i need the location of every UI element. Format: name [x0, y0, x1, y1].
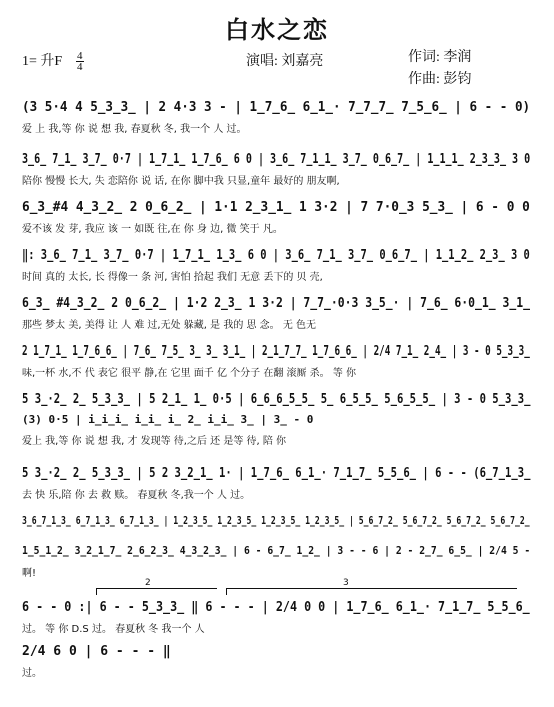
notation: 6 - - 0 :| 6 - - 5̲3̲3̲ ‖ 6 - - - | 2/4 0 0 | 1̲7̲6̲ 6̲1̲· 7̲1̲7̲ 5̲5̲6̲ — [22, 600, 530, 615]
lyric-line: 过。 等 你 D.S 过。 春夏秋 冬 我一个 人 — [22, 624, 205, 635]
notation: 2/4 6 0 | 6 - - - ‖ — [22, 644, 171, 659]
notation: 3̲6̲ 7̲1̲ 3̲7̲ 0·7 | 1̲7̲1̲ 1̲7̲6̲ 6 0 | 3̲6̲ 7̲1̲1̲ 3̲7̲ 0̲6̲7̲ | 1̲1̲1̲ 2̲3̲3̲ 3 0 — [22, 152, 531, 167]
notation: 2 1̲7̲1̲ 1̲7̲6̲6̲ | 7̲6̲ 7̲5̲ 3̲ 3̲ 3̲1̲ | 2̲1̲7̲7̲ 1̲7̲6̲6̲ | 2/4 7̲1̲ 2̲4̲ | 3 - 0 5̲3̲3̲ — [22, 344, 530, 359]
notation: (3 5·4 4 5̲3̲3̲ | 2 4·3 3 - | 1̲7̲6̲ 6̲1̲· 7̲7̲7̲ 7̲5̲6̲ | 6 - - 0) — [22, 100, 531, 115]
volta-number: 2 — [145, 578, 151, 588]
lyric-line: 啊! — [22, 568, 37, 579]
notation: 6̲3̲#4 4̲3̲2̲ 2 0̲6̲2̲ | 1·1 2̲3̲1̲ 1 3·2 | 7 7·0̲3 5̲3̲ | 6 - 0 0 — [22, 200, 530, 215]
notation: 1̲5̲1̲2̲ 3̲2̲1̲7̲ 2̲6̲2̲3̲ 4̲3̲2̲3̲ | 6 - 6̲7̲ 1̲2̲ | 3 - - 6 | 2 - 2̲7̲ 6̲5̲ | 2/4 5 - — [22, 544, 531, 557]
lyric-line: 去 快 乐,陪 你 去 救 赎。 春夏秋 冬,我一个 人 过。 — [22, 490, 251, 501]
key-signature — [22, 50, 84, 72]
lyricist-credit: 作词: 李润 — [408, 50, 472, 65]
lyric-line: 爱 上 我,等 你 说 想 我, 春夏秋 冬, 我一个 人 过。 — [22, 124, 247, 135]
volta-number: 3 — [343, 578, 349, 588]
notation: 5 3̲·2̲ 2̲ 5̲3̲3̲ | 5 2̲1̲ 1̲ 0·5 | 6̲6̲6̲5̲5̲ 5̲ 6̲5̲5̲ 5̲6̲5̲5̲ | 3 - 0 5̲3̲3̲ — [22, 392, 531, 407]
lyric-line: 那些 梦太 美, 美得 让 人 难 过,无处 躲藏, 是 我的 思 念。 无 色无 — [22, 320, 317, 331]
time-signature — [76, 51, 84, 72]
meter-top: 4 — [76, 50, 83, 63]
volta-bracket-2 — [96, 578, 217, 595]
lyric-line: 过。 — [22, 668, 42, 679]
volta-bracket-3 — [226, 578, 517, 595]
singer-credit: 演唱: 刘嘉亮 — [246, 54, 324, 69]
lyric-line: 味,一杯 水,不 代 表它 很平 静,在 它里 面千 亿 个分子 在翻 滚厮 杀。 等 你 — [22, 368, 357, 379]
lyric-line: 时间 真的 太长, 长 得像一 条 河, 害怕 拾起 我们 无意 丢下的 贝 壳, — [22, 272, 323, 283]
notation: 6̲3̲ #4̲3̲2̲ 2 0̲6̲2̲ | 1·2 2̲3̲ 1 3·2 | 7̲7̲·0·3 3̲5̲· | 7̲6̲ 6·0̲1̲ 3̲1̲ — [22, 296, 530, 311]
lyric-line: 陪你 慢慢 长大, 失 恋陪你 说 话, 在你 脚中我 只显,童年 最好的 朋友啊, — [22, 176, 340, 187]
harmony-notation: (3) 0·5 | i̲i̲i̲ i̲i̲ i̲ 2̲ i̲i̲ 3̲ | 3̲ - 0 — [22, 413, 314, 426]
notation: 5 3̲·2̲ 2̲ 5̲3̲3̲ | 5 2 3̲2̲1̲ 1· | 1̲7̲6̲ 6̲1̲· 7̲1̲7̲ 5̲5̲6̲ | 6 - - (6̲7̲1̲3̲ — [22, 466, 531, 481]
song-title: 白水之恋 — [225, 18, 329, 44]
lyric-line: 爱上 我,等 你 说 想 我, 才 发现等 待,之后 还 是等 待, 陪 你 — [22, 436, 287, 447]
key-label: 1= 升F — [22, 54, 63, 69]
notation: 3̲6̲7̲1̲3̲ 6̲7̲1̲3̲ 6̲7̲1̲3̲ | 1̲2̲3̲5̲ 1̲2̲3̲5̲ 1̲2̲3̲5̲ 1̲2̲3̲5̲ | 5̲6̲7̲2̲ 5̲6̲7̲2̲ 5̲6̲7̲2̲ 5̲6̲7̲2̲ — [22, 514, 530, 527]
notation: ‖: 3̲6̲ 7̲1̲ 3̲7̲ 0·7 | 1̲7̲1̲ 1̲3̲ 6 0 | 3̲6̲ 7̲1̲ 3̲7̲ 0̲6̲7̲ | 1̲1̲2̲ 2̲3̲ 3 0 — [22, 248, 530, 263]
meter-bottom: 4 — [76, 61, 83, 74]
lyric-line: 爱不该 发 芽, 我应 该 一 如既 往,在 你 身 边, 微 笑于 凡。 — [22, 224, 283, 235]
composer-credit: 作曲: 彭钧 — [408, 72, 472, 87]
